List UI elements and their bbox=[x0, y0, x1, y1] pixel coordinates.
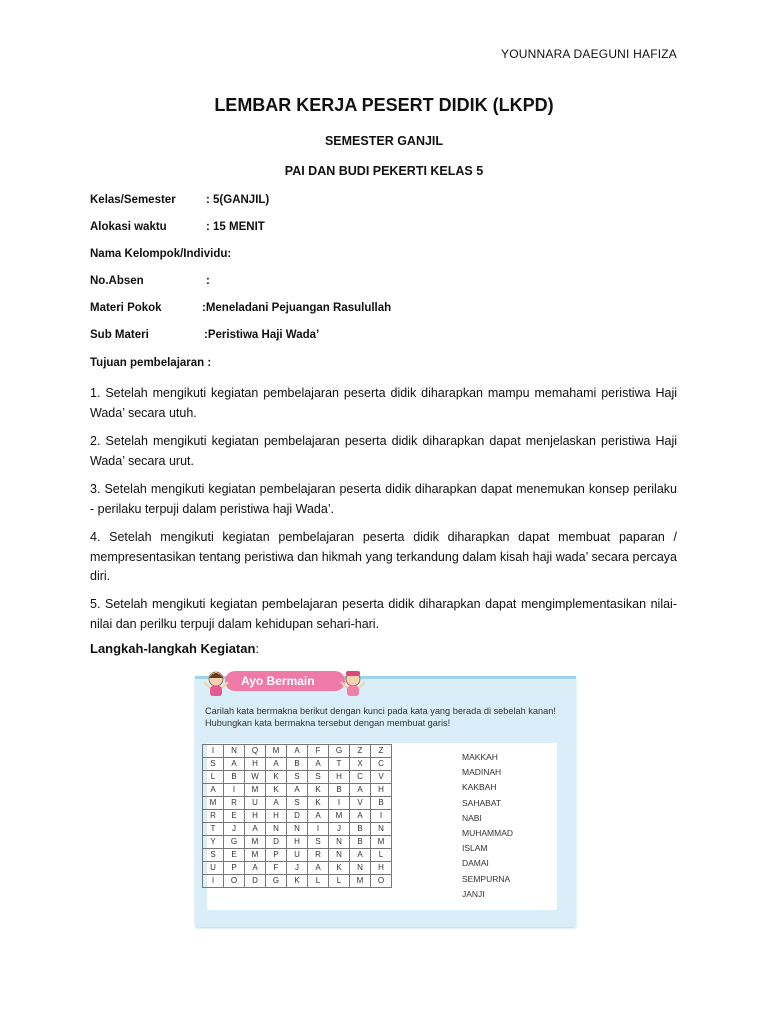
grid-cell: M bbox=[329, 810, 350, 823]
grid-cell: I bbox=[224, 784, 245, 797]
grid-cell: S bbox=[203, 849, 224, 862]
grid-cell: H bbox=[287, 836, 308, 849]
grid-cell: P bbox=[224, 862, 245, 875]
word-item: MADINAH bbox=[462, 767, 502, 778]
grid-cell: X bbox=[350, 758, 371, 771]
grid-cell: U bbox=[245, 797, 266, 810]
grid-cell: H bbox=[329, 771, 350, 784]
grid-cell: G bbox=[266, 875, 287, 888]
girl-character-icon bbox=[201, 668, 231, 698]
grid-cell: L bbox=[329, 875, 350, 888]
grid-cell: A bbox=[266, 758, 287, 771]
steps-heading bbox=[90, 641, 259, 656]
grid-cell: J bbox=[329, 823, 350, 836]
grid-cell: R bbox=[308, 849, 329, 862]
document-title: LEMBAR KERJA PESERT DIDIK (LKPD) bbox=[214, 95, 554, 115]
boy-character-icon bbox=[338, 668, 368, 698]
grid-cell: A bbox=[308, 862, 329, 875]
grid-cell: A bbox=[350, 849, 371, 862]
grid-cell: G bbox=[329, 745, 350, 758]
activity-instructions bbox=[205, 706, 565, 729]
grid-cell: M bbox=[245, 784, 266, 797]
grid-cell: Q bbox=[245, 745, 266, 758]
grid-row bbox=[203, 849, 392, 862]
grid-cell: N bbox=[371, 823, 392, 836]
grid-row bbox=[203, 862, 392, 875]
grid-cell: A bbox=[203, 784, 224, 797]
activity-banner: Ayo Bermain bbox=[225, 671, 345, 691]
grid-cell: N bbox=[224, 745, 245, 758]
word-item: DAMAI bbox=[462, 858, 489, 869]
grid-cell: K bbox=[329, 862, 350, 875]
grid-cell: K bbox=[287, 875, 308, 888]
grid-cell: A bbox=[350, 810, 371, 823]
grid-cell: V bbox=[371, 771, 392, 784]
author-name: YOUNNARA DAEGUNI HAFIZA bbox=[501, 47, 677, 61]
grid-cell: M bbox=[245, 849, 266, 862]
grid-cell: Z bbox=[371, 745, 392, 758]
grid-cell: M bbox=[350, 875, 371, 888]
grid-cell: N bbox=[266, 823, 287, 836]
grid-cell: R bbox=[203, 810, 224, 823]
grid-cell: M bbox=[371, 836, 392, 849]
info-value: : 5(GANJIL) bbox=[206, 194, 270, 206]
grid-cell: E bbox=[224, 810, 245, 823]
grid-cell: N bbox=[329, 836, 350, 849]
info-value: :Peristiwa Haji Wada’ bbox=[204, 329, 320, 341]
word-item: ISLAM bbox=[462, 843, 488, 854]
grid-cell: H bbox=[371, 784, 392, 797]
info-key: Nama Kelompok/Individu: bbox=[90, 248, 232, 260]
grid-row bbox=[203, 784, 392, 797]
grid-cell: H bbox=[266, 810, 287, 823]
grid-cell: H bbox=[245, 758, 266, 771]
grid-cell: D bbox=[266, 836, 287, 849]
grid-row bbox=[203, 810, 392, 823]
grid-cell: S bbox=[308, 771, 329, 784]
goal-item: 5. Setelah mengikuti kegiatan pembelajaran peserta didik diharapkan dapat mengimplementasikan nilai-nilai dan perilku terpuji dalam kehidupan sehari-hari. bbox=[90, 597, 677, 631]
grid-cell: V bbox=[350, 797, 371, 810]
grid-cell: C bbox=[350, 771, 371, 784]
info-value: :Meneladani Pejuangan Rasulullah bbox=[202, 302, 392, 314]
subject-heading: PAI DAN BUDI PEKERTI KELAS 5 bbox=[284, 164, 484, 178]
grid-cell: J bbox=[224, 823, 245, 836]
grid-cell: I bbox=[203, 875, 224, 888]
grid-cell: A bbox=[287, 784, 308, 797]
word-item: SAHABAT bbox=[462, 797, 502, 808]
grid-cell: O bbox=[371, 875, 392, 888]
grid-cell: L bbox=[371, 849, 392, 862]
grid-cell: J bbox=[287, 862, 308, 875]
grid-cell: A bbox=[245, 862, 266, 875]
grid-cell: N bbox=[287, 823, 308, 836]
goal-item: 3. Setelah mengikuti kegiatan pembelajaran peserta didik diharapkan dapat menemukan konsep perilaku - perilaku terpuji dalam peristiwa haji Wada’. bbox=[90, 482, 677, 516]
grid-cell: I bbox=[203, 745, 224, 758]
grid-cell: B bbox=[329, 784, 350, 797]
grid-cell: O bbox=[224, 875, 245, 888]
grid-cell: H bbox=[245, 810, 266, 823]
info-value: : bbox=[206, 275, 210, 287]
grid-cell: L bbox=[308, 875, 329, 888]
grid-cell: K bbox=[266, 771, 287, 784]
grid-row bbox=[203, 836, 392, 849]
grid-cell: I bbox=[308, 823, 329, 836]
grid-cell: I bbox=[329, 797, 350, 810]
info-key: Sub Materi bbox=[90, 329, 149, 341]
grid-row bbox=[203, 758, 392, 771]
grid-row bbox=[203, 797, 392, 810]
info-key: No.Absen bbox=[90, 275, 144, 287]
steps-heading-colon: : bbox=[255, 641, 260, 656]
grid-cell: Y bbox=[203, 836, 224, 849]
grid-cell: K bbox=[308, 797, 329, 810]
instruction-line: Hubungkan kata bermakna tersebut dengan membuat garis! bbox=[205, 717, 451, 728]
grid-cell: S bbox=[308, 836, 329, 849]
grid-cell: D bbox=[287, 810, 308, 823]
grid-cell: A bbox=[287, 745, 308, 758]
grid-row bbox=[203, 875, 392, 888]
grid-cell: A bbox=[266, 797, 287, 810]
grid-row bbox=[203, 771, 392, 784]
grid-cell: B bbox=[371, 797, 392, 810]
grid-cell: A bbox=[224, 758, 245, 771]
grid-cell: B bbox=[287, 758, 308, 771]
goal-item: 4. Setelah mengikuti kegiatan pembelajaran peserta didik diharapkan dapat membuat paparan / mempresentasikan tentang peristiwa dan hikmah yang terkandung dalam kisah haji wada’ secara percaya diri. bbox=[90, 530, 677, 583]
word-item: MUHAMMAD bbox=[462, 827, 513, 838]
grid-cell: H bbox=[371, 862, 392, 875]
grid-cell: U bbox=[203, 862, 224, 875]
activity-box bbox=[195, 668, 576, 927]
grid-cell: A bbox=[245, 823, 266, 836]
word-search-grid bbox=[202, 744, 392, 888]
grid-cell: S bbox=[287, 797, 308, 810]
grid-cell: S bbox=[203, 758, 224, 771]
grid-cell: L bbox=[203, 771, 224, 784]
grid-cell: F bbox=[308, 745, 329, 758]
grid-cell: B bbox=[350, 823, 371, 836]
grid-cell: N bbox=[350, 862, 371, 875]
grid-cell: A bbox=[308, 758, 329, 771]
grid-cell: M bbox=[266, 745, 287, 758]
word-list bbox=[462, 750, 513, 902]
grid-cell: T bbox=[203, 823, 224, 836]
grid-cell: W bbox=[245, 771, 266, 784]
goal-item: 1. Setelah mengikuti kegiatan pembelajaran peserta didik diharapkan mampu memahami peristiwa Haji Wada’ secara utuh. bbox=[90, 386, 677, 420]
info-key: Kelas/Semester bbox=[90, 194, 176, 206]
grid-cell: P bbox=[266, 849, 287, 862]
instruction-line: Carilah kata bermakna berikut dengan kunci pada kata yang berada di sebelah kanan! bbox=[205, 706, 556, 716]
grid-cell: K bbox=[266, 784, 287, 797]
grid-cell: C bbox=[371, 758, 392, 771]
word-item: SEMPURNA bbox=[462, 873, 511, 884]
word-item: JANJI bbox=[462, 888, 485, 899]
grid-cell: K bbox=[308, 784, 329, 797]
word-item: KAKBAH bbox=[462, 782, 497, 793]
info-value: : 15 MENIT bbox=[206, 221, 265, 233]
grid-cell: A bbox=[308, 810, 329, 823]
grid-cell: A bbox=[350, 784, 371, 797]
grid-cell: R bbox=[224, 797, 245, 810]
grid-cell: E bbox=[224, 849, 245, 862]
grid-cell: T bbox=[329, 758, 350, 771]
word-item: MAKKAH bbox=[462, 752, 498, 762]
grid-cell: B bbox=[224, 771, 245, 784]
grid-cell: I bbox=[371, 810, 392, 823]
word-item: NABI bbox=[462, 812, 482, 823]
grid-cell: F bbox=[266, 862, 287, 875]
goals-heading: Tujuan pembelajaran : bbox=[90, 357, 212, 369]
grid-cell: Z bbox=[350, 745, 371, 758]
grid-cell: D bbox=[245, 875, 266, 888]
grid-cell: U bbox=[287, 849, 308, 862]
grid-row bbox=[203, 745, 392, 758]
grid-cell: M bbox=[203, 797, 224, 810]
info-key: Alokasi waktu bbox=[90, 221, 167, 233]
grid-cell: S bbox=[287, 771, 308, 784]
steps-heading-text: Langkah-langkah Kegiatan bbox=[90, 641, 256, 656]
goal-item: 2. Setelah mengikuti kegiatan pembelajaran peserta didik diharapkan dapat menjelaskan peristiwa Haji Wada’ secara urut. bbox=[90, 434, 677, 468]
grid-row bbox=[203, 823, 392, 836]
semester-heading: SEMESTER GANJIL bbox=[324, 134, 444, 148]
grid-cell: M bbox=[245, 836, 266, 849]
grid-cell: N bbox=[329, 849, 350, 862]
grid-cell: B bbox=[350, 836, 371, 849]
info-key: Materi Pokok bbox=[90, 302, 162, 314]
grid-cell: G bbox=[224, 836, 245, 849]
